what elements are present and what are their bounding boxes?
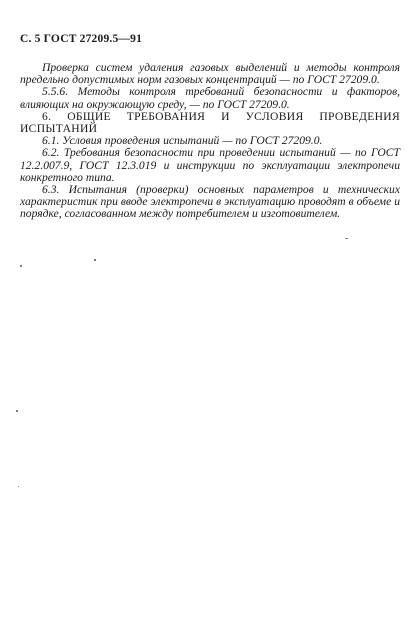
page-header: С. 5 ГОСТ 27209.5—91 <box>20 33 143 45</box>
paragraph-6-2: 6.2. Требования безопасности при проведении испытаний — по ГОСТ 12.2.007.9, ГОСТ 12.3.019 и инструкции по эксплуатации электропечи конкретного типа. <box>20 146 400 184</box>
paragraph-gas-removal: Проверка систем удаления газовых выделений и методы контроля предельно допустимых норм газовых концентраций — по ГОСТ 27209.0. <box>20 61 400 87</box>
document-body <box>20 62 400 221</box>
paragraph-5-5-6: 5.5.6. Методы контроля требований безопасности и факторов, влияющих на окружающую среду, — по ГОСТ 27209.0. <box>20 85 400 111</box>
scan-speck <box>345 238 348 239</box>
paragraph-6-1: 6.1. Условия проведения испытаний — по ГОСТ 27209.0. <box>42 134 323 148</box>
scan-speck <box>16 410 18 412</box>
section-heading-6: 6. ОБЩИЕ ТРЕБОВАНИЯ И УСЛОВИЯ ПРОВЕДЕНИЯ ИСПЫТАНИЙ <box>20 109 400 136</box>
scan-speck <box>18 486 19 487</box>
scan-speck <box>20 265 22 267</box>
scan-speck <box>94 259 96 261</box>
paragraph-6-3: 6.3. Испытания (проверки) основных параметров и технических характеристик при вводе электропечи в эксплуатацию проводят в объеме и порядке, согласованном между потребителем и изготовителем. <box>20 183 400 221</box>
